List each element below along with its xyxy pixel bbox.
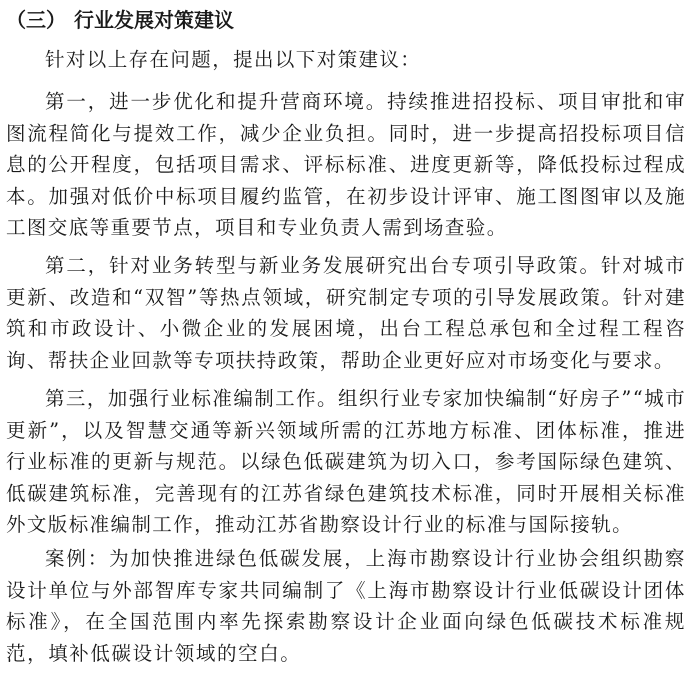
paragraph-third: 第三，加强行业标准编制工作。组织行业专家加快编制“好房子”“城市更新”，以及智慧交通等新兴领域所需的江苏地方标准、团体标准，推进行业标准的更新与规范。以绿色低碳建筑为切入口，参考国际绿色建筑、低碳建筑标准，完善现有的江苏省绿色建筑技术标准，同时开展相关标准外文版标准编制工作，推动江苏省勘察设计行业的标准与国际接轨。 <box>6 387 686 536</box>
paragraph-second: 第二，针对业务转型与新业务发展研究出台专项引导政策。针对城市更新、改造和“双智”等热点领域，研究制定专项的引导发展政策。针对建筑和市政设计、小微企业的发展困境，出台工程总承包和全过程工程咨询、帮扶企业回款等专项扶持政策，帮助企业更好应对市场变化与要求。 <box>6 254 686 372</box>
paragraph-first: 第一，进一步优化和提升营商环境。持续推进招投标、项目审批和审图流程简化与提效工作，减少企业负担。同时，进一步提高招投标项目信息的公开程度，包括项目需求、评标标准、进度更新等，降低投标过程成本。加强对低价中标项目履约监管，在初步设计评审、施工图图审以及施工图交底等重要节点，项目和专业负责人需到场查验。 <box>6 90 686 239</box>
section-number: （三） <box>6 8 66 32</box>
intro-paragraph: 针对以上存在问题，提出以下对策建议： <box>45 48 422 71</box>
case-paragraph: 案例：为加快推进绿色低碳发展，上海市勘察设计行业协会组织勘察设计单位与外部智库专家共同编制了《上海市勘察设计行业低碳设计团体标准》，在全国范围内率先探索勘察设计企业面向绿色低碳技术标准规范，填补低碳设计领域的空白。 <box>6 547 686 665</box>
section-title: 行业发展对策建议 <box>74 8 234 32</box>
section-heading <box>6 4 234 33</box>
